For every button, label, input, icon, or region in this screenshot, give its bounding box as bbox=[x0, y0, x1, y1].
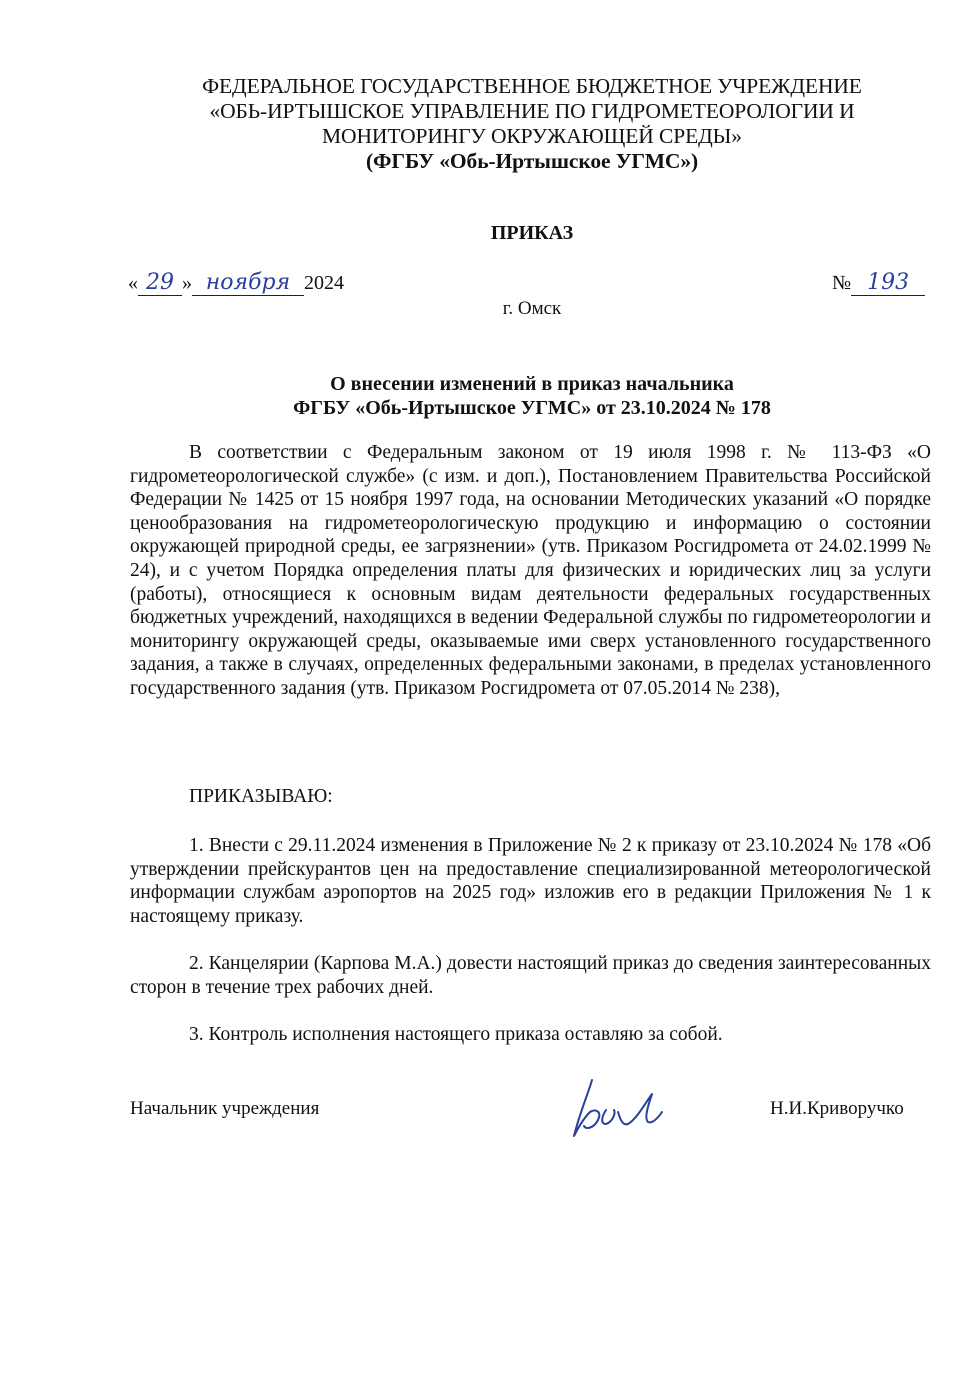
organization-header bbox=[100, 74, 964, 174]
number-value: 193 bbox=[851, 270, 925, 296]
date-close-quote: » bbox=[182, 272, 192, 294]
signatory-role: Начальник учреждения bbox=[130, 1098, 320, 1119]
order-subject bbox=[100, 372, 964, 420]
date-open-quote: « bbox=[128, 272, 138, 294]
order-number bbox=[832, 270, 925, 296]
org-name-line-1: ФЕДЕРАЛЬНОЕ ГОСУДАРСТВЕННОЕ БЮДЖЕТНОЕ УЧРЕЖДЕНИЕ bbox=[202, 74, 862, 98]
subject-line-1: О внесении изменений в приказ начальника bbox=[330, 373, 734, 395]
preamble-paragraph: В соответствии с Федеральным законом от 19 июля 1998 г. № 113-ФЗ «О гидрометеорологической службе» (с изм. и доп.), Постановлением Правительства Российской Федерации № 1425 от 15 ноября 1997 года, на основании Методических указаний «О порядке ценообразования на гидрометеорологическую продукцию и информацию о состоянии окружающей природной среды, ее загрязнении» (утв. Приказом Росгидромета от 24.02.1999 № 24), и с учетом Порядка определения платы для физических и юридических лиц за услуги (работы), относящиеся к основным видам деятельности федеральных государственных бюджетных учреждений, находящихся в ведении Федеральной службы по гидрометеорологии и мониторингу окружающей среды, оказываемые ими сверх установленного государственного задания, а также в случаях, определенных федеральными законами, в пределах установленного государственного задания (утв. Приказом Росгидромета от 07.05.2014 № 238), bbox=[130, 442, 931, 699]
order-item-3: 3. Контроль исполнения настоящего приказа оставляю за собой. bbox=[189, 1023, 723, 1045]
subject-line-2: ФГБУ «Обь-Иртышское УГМС» от 23.10.2024 № 178 bbox=[293, 397, 771, 419]
handwritten-signature bbox=[562, 1072, 672, 1144]
preamble-section bbox=[130, 441, 931, 701]
order-item-1: 1. Внести с 29.11.2024 изменения в Приложение № 2 к приказу от 23.10.2024 № 178 «Об утверждении прейскурантов цен на предоставление специализированной метеорологической информации службам аэропортов на 2025 год» изложив его в редакции Приложения № 1 к настоящему приказу. bbox=[130, 835, 931, 927]
date-day: 29 bbox=[138, 270, 182, 296]
org-short-name: (ФГБУ «Обь-Иртышское УГМС») bbox=[365, 149, 699, 173]
order-items bbox=[130, 834, 931, 1070]
order-item-2: 2. Канцелярии (Карпова М.А.) довести настоящий приказ до сведения заинтересованных сторон в течение трех рабочих дней. bbox=[130, 952, 931, 998]
org-name-line-2: «ОБЬ-ИРТЫШСКОЕ УПРАВЛЕНИЕ ПО ГИДРОМЕТЕОРОЛОГИИ И bbox=[209, 99, 855, 123]
city: г. Омск bbox=[502, 298, 562, 319]
signatory-name: Н.И.Криворучко bbox=[770, 1098, 904, 1119]
document-title: ПРИКАЗ bbox=[490, 222, 574, 244]
order-date bbox=[128, 270, 344, 296]
date-month: ноября bbox=[192, 270, 304, 296]
number-sign: № bbox=[832, 272, 852, 294]
order-word: ПРИКАЗЫВАЮ: bbox=[189, 786, 333, 807]
date-year: 2024 bbox=[304, 272, 344, 294]
org-name-line-3: МОНИТОРИНГУ ОКРУЖАЮЩЕЙ СРЕДЫ» bbox=[322, 124, 742, 148]
